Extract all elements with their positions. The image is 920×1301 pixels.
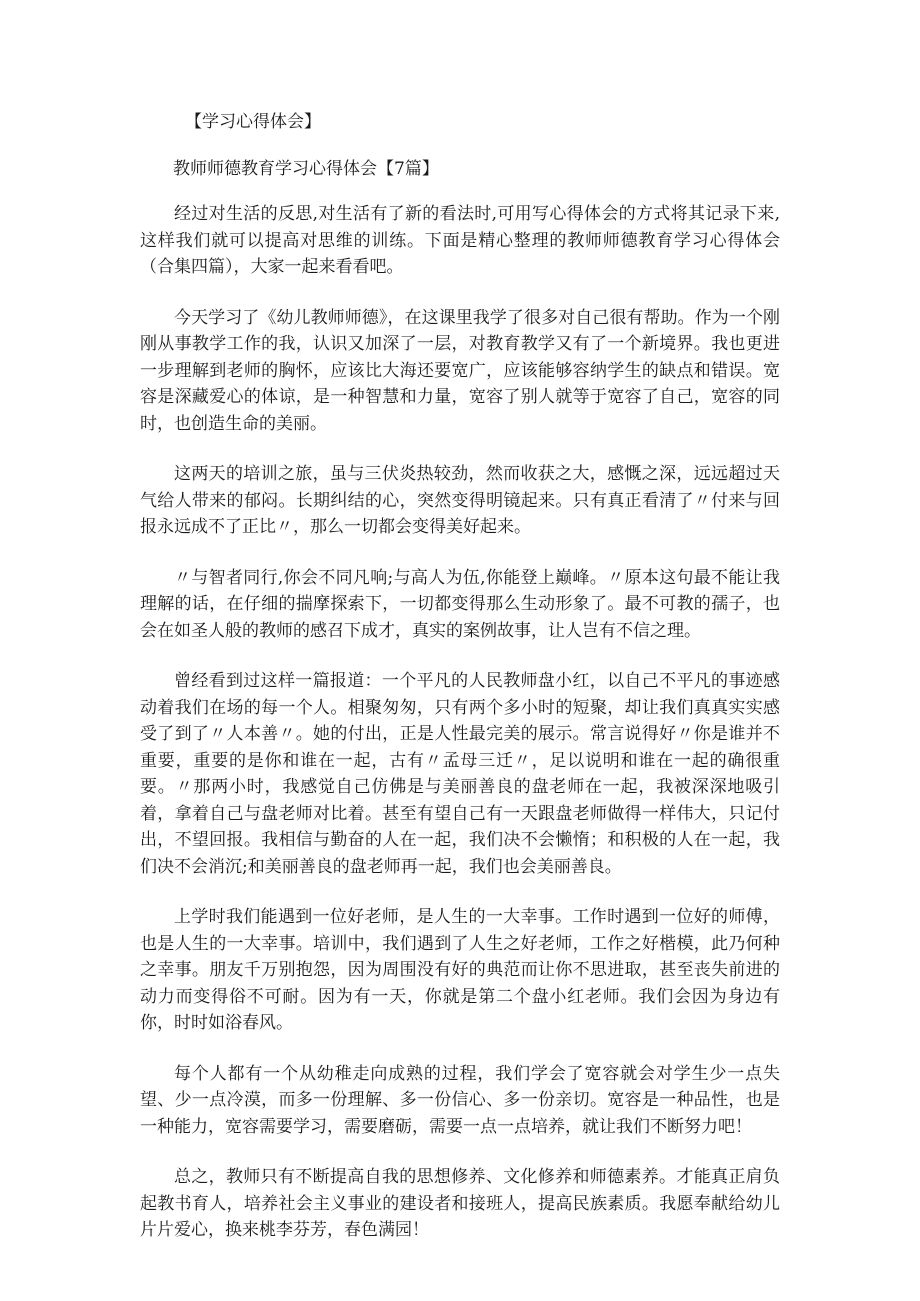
document-title: 教师师德教育学习心得体会【7篇】	[173, 159, 439, 179]
paragraph: 经过对生活的反思,对生活有了新的看法时,可用写心得体会的方式将其记录下来,这样我们就可以提高对思维的训练。下面是精心整理的教师师德教育学习心得体会（合集四篇），大家一起来看看吧。	[140, 204, 780, 277]
paragraph: 今天学习了《幼儿教师师德》，在这课里我学了很多对自己很有帮助。作为一个刚刚从事教学工作的我，认识又加深了一层，对教育教学又有了一个新境界。我也更进一步理解到老师的胸怀，应该比大海还要宽广，应该能够容纳学生的缺点和错误。宽容是深藏爱心的体谅，是一种智慧和力量，宽容了别人就等于宽容了自己，宽容的同时，也创造生命的美丽。	[140, 307, 780, 434]
section-heading: 【学习心得体会】	[185, 112, 321, 132]
paragraph: 〃与智者同行,你会不同凡响;与高人为伍,你能登上巅峰。〃原本这句最不能让我理解的话，在仔细的揣摩探索下，一切都变得那么生动形象了。最不可教的孺子，也会在如圣人般的教师的感召下成才，真实的案例故事，让人岂有不信之理。	[140, 567, 780, 641]
paragraph: 这两天的培训之旅，虽与三伏炎热较劲，然而收获之大，感慨之深，远远超过天气给人带来的郁闷。长期纠结的心，突然变得明镜起来。只有真正看清了〃付来与回报永远成不了正比〃，那么一切都会变得美好起来。	[140, 464, 780, 537]
paragraph: 每个人都有一个从幼稚走向成熟的过程，我们学会了宽容就会对学生少一点失望、少一点冷漠，而多一份理解、多一份信心、多一份亲切。宽容是一种品性，也是一种能力，宽容需要学习，需要磨砺，需要一点一点培养，就让我们不断努力吧！	[140, 1063, 780, 1137]
paragraph: 曾经看到过这样一篇报道：一个平凡的人民教师盘小红，以自己不平凡的事迹感动着我们在场的每一个人。相聚匆匆，只有两个多小时的短聚，却让我们真真实实感受了到了〃人本善〃。她的付出，正是人性最完美的展示。常言说得好〃你是谁并不重要，重要的是你和谁在一起，古有〃孟母三迁〃，足以说明和谁在一起的确很重要。〃那两小时，我感觉自己仿佛是与美丽善良的盘老师在一起，我被深深地吸引着，拿着自己与盘老师对比着。甚至有望自己有一天跟盘老师做得一样伟大，只记付出，不望回报。我相信与勤奋的人在一起，我们决不会懒惰；和积极的人在一起，我们决不会消沉;和美丽善良的盘老师再一起，我们也会美丽善良。	[140, 671, 780, 877]
document-body	[140, 201, 780, 1268]
paragraph: 总之，教师只有不断提高自我的思想修养、文化修养和师德素养。才能真正肩负起教书育人，培养社会主义事业的建设者和接班人，提高民族素质。我愿奉献给幼儿片片爱心，换来桃李芬芳，春色满园！	[140, 1167, 780, 1240]
paragraph: 上学时我们能遇到一位好老师，是人生的一大幸事。工作时遇到一位好的师傅，也是人生的一大幸事。培训中，我们遇到了人生之好老师，工作之好楷模，此乃何种之幸事。朋友千万别抱怨，因为周围没有好的典范而让你不思进取，甚至丧失前进的动力而变得俗不可耐。因为有一天，你就是第二个盘小红老师。我们会因为身边有你，时时如浴春风。	[140, 907, 780, 1033]
